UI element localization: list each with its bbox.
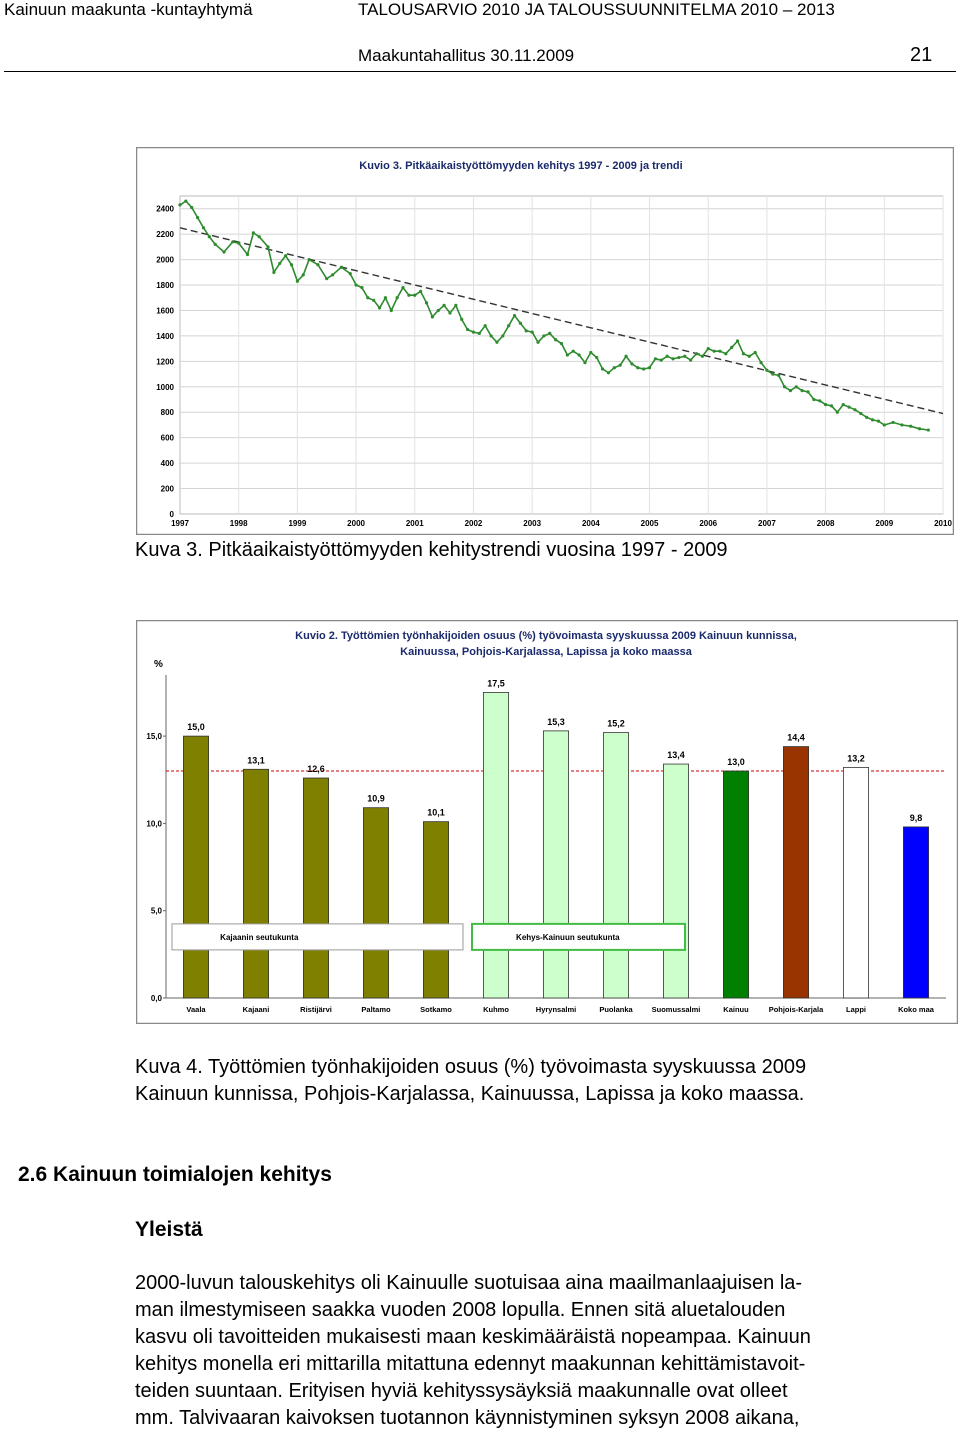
- chart2-bar: [543, 731, 568, 998]
- chart1-data-point: [196, 216, 199, 219]
- chart1-data-point: [765, 369, 768, 372]
- figure1-caption: Kuva 3. Pitkäaikaistyöttömyyden kehitystrendi vuosina 1997 - 2009: [135, 539, 728, 561]
- chart2-y-tick-label: 10,0: [146, 819, 162, 829]
- chart1-data-point: [595, 356, 598, 359]
- chart2-category-label: Koko maa: [898, 1005, 934, 1014]
- chart2-bar: [663, 764, 688, 998]
- chart1-data-point: [666, 355, 669, 358]
- chart1-data-point: [648, 366, 651, 369]
- chart1-data-point: [354, 283, 357, 286]
- chart1-data-point: [601, 367, 604, 370]
- chart2-value-label: 15,3: [547, 716, 565, 727]
- chart1-data-point: [231, 240, 234, 243]
- chart1-data-point: [431, 315, 434, 318]
- section-title: 2.6 Kainuun toimialojen kehitys: [18, 1163, 332, 1186]
- chart1-data-point: [401, 286, 404, 289]
- chart1-data-point: [202, 226, 205, 229]
- chart1-data-point: [718, 350, 721, 353]
- chart1-data-point: [454, 304, 457, 307]
- chart1-data-point: [466, 328, 469, 331]
- chart2-category-label: Paltamo: [361, 1005, 391, 1014]
- chart1-data-point: [316, 263, 319, 266]
- chart1-data-point: [613, 366, 616, 369]
- chart1-data-point: [419, 290, 422, 293]
- chart1-data-point: [331, 273, 334, 276]
- paragraph-line: man ilmestymiseen saakka vuoden 2008 lopulla. Ennen sitä aluetalouden: [135, 1299, 786, 1321]
- chart1-data-point: [390, 309, 393, 312]
- chart2-bar: [183, 736, 208, 998]
- chart2-bar: [303, 778, 328, 998]
- chart1-data-point: [713, 350, 716, 353]
- chart1-data-point: [892, 421, 895, 424]
- chart1-data-point: [495, 341, 498, 344]
- chart1-data-point: [853, 408, 856, 411]
- chart1-data-point: [366, 296, 369, 299]
- chart1-data-point: [360, 286, 363, 289]
- chart1-data-point: [830, 404, 833, 407]
- chart2-y-tick-label: 15,0: [146, 732, 162, 742]
- section-paragraph: [135, 1270, 935, 1432]
- chart1-data-point: [624, 355, 627, 358]
- chart2-bar: [783, 747, 808, 998]
- chart1-data-point: [190, 206, 193, 209]
- figure2-caption-line1: Kuva 4. Työttömien työnhakijoiden osuus (%) työvoimasta syyskuussa 2009: [135, 1056, 807, 1078]
- chart1-y-tick-label: 1600: [156, 306, 174, 316]
- chart1-data-point: [871, 418, 874, 421]
- chart1-data-point: [340, 266, 343, 269]
- chart2-category-label: Vaala: [186, 1005, 206, 1014]
- page-number: 21: [910, 44, 933, 66]
- chart2-category-label: Kajaani: [242, 1005, 270, 1014]
- chart1-data-point: [748, 355, 751, 358]
- chart1-y-tick-label: 600: [160, 433, 174, 443]
- header-divider: [4, 71, 956, 72]
- chart1-data-point: [660, 358, 663, 361]
- chart1-data-point: [736, 339, 739, 342]
- chart1-data-point: [677, 356, 680, 359]
- chart1-x-tick-label: 2009: [875, 519, 894, 528]
- chart1-data-point: [900, 423, 903, 426]
- chart2-category-label: Kainuu: [723, 1005, 749, 1014]
- chart2-group-box-kajaani: [172, 924, 463, 950]
- chart1-data-point: [536, 341, 539, 344]
- chart2-value-label: 10,1: [427, 807, 445, 818]
- chart1-data-point: [246, 253, 249, 256]
- chart1-data-point: [589, 351, 592, 354]
- chart1-data-point: [818, 399, 821, 402]
- chart1-data-point: [730, 346, 733, 349]
- chart2-bar: [603, 733, 628, 998]
- paragraph-line: teiden suuntaan. Erityisen hyviä kehityssysäyksiä maakunnalle ovat olleet: [135, 1380, 788, 1402]
- chart1-data-point: [484, 324, 487, 327]
- chart2-bar: [243, 769, 268, 998]
- chart1-data-point: [308, 258, 311, 261]
- chart1-data-point: [437, 309, 440, 312]
- chart1-data-point: [325, 277, 328, 280]
- chart2-category-label: Lappi: [846, 1005, 866, 1014]
- chart2-category-label: Pohjois-Karjala: [768, 1005, 824, 1014]
- chart2-category-label: Kuhmo: [483, 1005, 509, 1014]
- chart2-value-label: 10,9: [367, 793, 385, 804]
- chart1-data-point: [671, 357, 674, 360]
- chart1-data-point: [883, 423, 886, 426]
- chart2-y-axis-label: %: [154, 659, 163, 670]
- chart1-data-point: [865, 416, 868, 419]
- chart2-value-label: 15,2: [607, 718, 625, 729]
- chart2-value-label: 12,6: [307, 764, 325, 775]
- chart1-data-point: [619, 364, 622, 367]
- chart1-data-point: [396, 296, 399, 299]
- chart1-data-point: [296, 280, 299, 283]
- chart1-data-point: [290, 263, 293, 266]
- chart1-data-point: [460, 318, 463, 321]
- chart1-data-point: [572, 350, 575, 353]
- chart1-x-tick-label: 1997: [171, 519, 189, 528]
- chart1-data-point: [701, 355, 704, 358]
- chart1-x-tick-label: 1998: [229, 519, 248, 528]
- chart1-data-point: [683, 355, 686, 358]
- chart1-y-tick-label: 1400: [156, 331, 174, 341]
- chart1-title: Kuvio 3. Pitkäaikaistyöttömyyden kehitys 1997 - 2009 ja trendi: [359, 160, 683, 172]
- chart1-data-point: [795, 385, 798, 388]
- chart2-group-label: Kajaanin seutukunta: [220, 932, 299, 942]
- chart2-category-label: Suomussalmi: [651, 1005, 701, 1014]
- chart1-data-point: [258, 235, 261, 238]
- paragraph-line: kasvu oli tavoitteiden mukaisesti maan keskimääräistä nopeampaa. Kainuun: [135, 1326, 811, 1348]
- header-doc-title: TALOUSARVIO 2010 JA TALOUSSUUNNITELMA 2010 – 2013: [358, 0, 835, 19]
- chart1-data-point: [519, 322, 522, 325]
- chart1-data-point: [272, 271, 275, 274]
- chart1-data-point: [654, 357, 657, 360]
- chart1-data-point: [349, 272, 352, 275]
- chart1-data-point: [566, 353, 569, 356]
- chart2-value-label: 15,0: [187, 722, 205, 733]
- chart2-y-tick-label: 0,0: [150, 994, 162, 1003]
- chart1-data-point: [859, 412, 862, 415]
- chart1-x-tick-label: 2000: [347, 519, 365, 528]
- chart1-data-point: [801, 389, 804, 392]
- chart1-x-tick-label: 1999: [288, 519, 307, 528]
- chart1-data-point: [583, 361, 586, 364]
- chart1-y-tick-label: 0: [169, 510, 174, 519]
- chart1-y-tick-label: 2000: [156, 255, 174, 265]
- chart1-data-point: [489, 334, 492, 337]
- chart1-y-tick-label: 800: [160, 408, 174, 418]
- header-org: Kainuun maakunta -kuntayhtymä: [4, 0, 253, 19]
- chart1-data-point: [909, 425, 912, 428]
- chart2-value-label: 13,4: [667, 750, 685, 761]
- paragraph-line: mm. Talvivaaran kaivoksen tuotannon käynnistyminen syksyn 2008 aikana,: [135, 1407, 800, 1429]
- chart2-bar: [423, 822, 448, 998]
- chart2-bar: [843, 768, 868, 998]
- chart1-data-point: [789, 389, 792, 392]
- chart1-data-point: [777, 374, 780, 377]
- chart1-x-tick-label: 2004: [581, 519, 600, 528]
- chart1-data-point: [927, 428, 930, 431]
- chart1-data-point: [478, 332, 481, 335]
- chart1-x-tick-label: 2003: [523, 519, 542, 528]
- chart1-x-tick-label: 2005: [640, 519, 659, 528]
- chart1-data-point: [472, 331, 475, 334]
- chart1-x-tick-label: 2001: [405, 519, 424, 528]
- chart1-y-tick-label: 1800: [156, 281, 174, 291]
- chart2-category-label: Hyrynsalmi: [535, 1005, 577, 1014]
- chart2-value-label: 13,1: [247, 755, 265, 766]
- chart1-data-point: [695, 352, 698, 355]
- chart1-data-point: [548, 332, 551, 335]
- paragraph-line: 2000-luvun talouskehitys oli Kainuulle suotuisaa aina maailmanlaajuisen la-: [135, 1272, 803, 1294]
- chart1-y-tick-label: 200: [160, 484, 174, 494]
- chart1-data-point: [578, 353, 581, 356]
- unemployment-share-chart: [136, 620, 958, 1024]
- chart2-value-label: 14,4: [787, 732, 805, 743]
- chart1-x-tick-label: 2002: [464, 519, 483, 528]
- chart1-data-point: [407, 294, 410, 297]
- chart2-bar: [363, 808, 388, 998]
- figure2-caption: [135, 1054, 806, 1108]
- chart1-data-point: [208, 235, 211, 238]
- chart1-data-point: [372, 299, 375, 302]
- long-term-unemployment-chart: [136, 147, 954, 535]
- chart1-data-point: [513, 314, 516, 317]
- chart1-data-point: [842, 403, 845, 406]
- chart1-data-point: [754, 351, 757, 354]
- chart1-data-point: [636, 366, 639, 369]
- chart1-data-point: [266, 245, 269, 248]
- chart1-data-point: [443, 304, 446, 307]
- chart2-category-label: Ristijärvi: [300, 1005, 332, 1014]
- chart1-y-tick-label: 1000: [156, 382, 174, 392]
- chart1-data-point: [812, 398, 815, 401]
- chart2-category-label: Sotkamo: [420, 1005, 452, 1014]
- chart1-data-point: [847, 406, 850, 409]
- chart1-data-point: [724, 352, 727, 355]
- chart1-data-point: [384, 296, 387, 299]
- chart2-title-line1: Kuvio 2. Työttömien työnhakijoiden osuus (%) työvoimasta syyskuussa 2009 Kainuun kunnissa,: [295, 630, 797, 642]
- chart1-data-point: [501, 334, 504, 337]
- chart1-data-point: [278, 262, 281, 265]
- chart2-group-label: Kehys-Kainuun seutukunta: [516, 932, 620, 942]
- header-meeting: Maakuntahallitus 30.11.2009: [358, 46, 575, 65]
- chart2-bar: [483, 692, 508, 998]
- chart1-data-point: [759, 361, 762, 364]
- chart1-data-point: [184, 199, 187, 202]
- chart1-data-point: [742, 352, 745, 355]
- paragraph-line: kehitys monella eri mittarilla mitattuna edennyt maakunnan kehittämistavoit-: [135, 1353, 806, 1375]
- chart1-data-point: [642, 367, 645, 370]
- chart1-data-point: [531, 331, 534, 334]
- chart1-data-point: [824, 403, 827, 406]
- chart1-data-point: [214, 243, 217, 246]
- chart2-bar: [903, 827, 928, 998]
- chart2-title-line2: Kainuussa, Pohjois-Karjalassa, Lapissa ja koko maassa: [400, 646, 692, 658]
- section-subtitle: Yleistä: [135, 1218, 203, 1241]
- chart1-data-point: [378, 306, 381, 309]
- chart2-value-label: 13,2: [847, 753, 865, 764]
- chart1-data-point: [836, 411, 839, 414]
- chart1-data-point: [707, 347, 710, 350]
- chart1-data-point: [918, 427, 921, 430]
- chart1-data-point: [560, 342, 563, 345]
- chart2-y-tick-label: 5,0: [150, 906, 162, 916]
- chart2-bar: [723, 771, 748, 998]
- chart2-value-label: 9,8: [909, 812, 923, 823]
- chart1-y-tick-label: 2200: [156, 230, 174, 240]
- chart1-data-point: [525, 329, 528, 332]
- chart1-data-point: [425, 301, 428, 304]
- chart1-data-point: [689, 358, 692, 361]
- chart2-value-label: 13,0: [727, 757, 745, 768]
- chart1-y-tick-label: 1200: [156, 357, 174, 367]
- chart1-data-point: [284, 254, 287, 257]
- figure2-caption-line2: Kainuun kunnissa, Pohjois-Karjalassa, Kainuussa, Lapissa ja koko maassa.: [135, 1083, 805, 1105]
- chart1-data-point: [542, 334, 545, 337]
- chart1-data-point: [413, 294, 416, 297]
- chart1-data-point: [806, 390, 809, 393]
- chart1-x-tick-label: 2008: [816, 519, 835, 528]
- chart1-y-tick-label: 400: [160, 459, 174, 469]
- chart1-x-tick-label: 2007: [758, 519, 776, 528]
- chart1-data-point: [783, 385, 786, 388]
- chart1-data-point: [222, 250, 225, 253]
- chart1-data-point: [877, 420, 880, 423]
- chart1-data-point: [178, 203, 181, 206]
- chart1-data-point: [237, 241, 240, 244]
- chart1-x-tick-label: 2006: [699, 519, 718, 528]
- chart1-data-point: [630, 362, 633, 365]
- chart1-data-point: [252, 231, 255, 234]
- chart1-data-point: [507, 324, 510, 327]
- chart1-data-point: [554, 338, 557, 341]
- chart1-data-point: [448, 311, 451, 314]
- chart2-value-label: 17,5: [487, 678, 505, 689]
- chart1-y-tick-label: 2400: [156, 204, 174, 214]
- chart1-data-point: [302, 273, 305, 276]
- chart1-data-point: [607, 371, 610, 374]
- chart1-x-tick-label: 2010: [934, 519, 952, 528]
- chart2-category-label: Puolanka: [599, 1005, 633, 1014]
- chart1-data-point: [771, 372, 774, 375]
